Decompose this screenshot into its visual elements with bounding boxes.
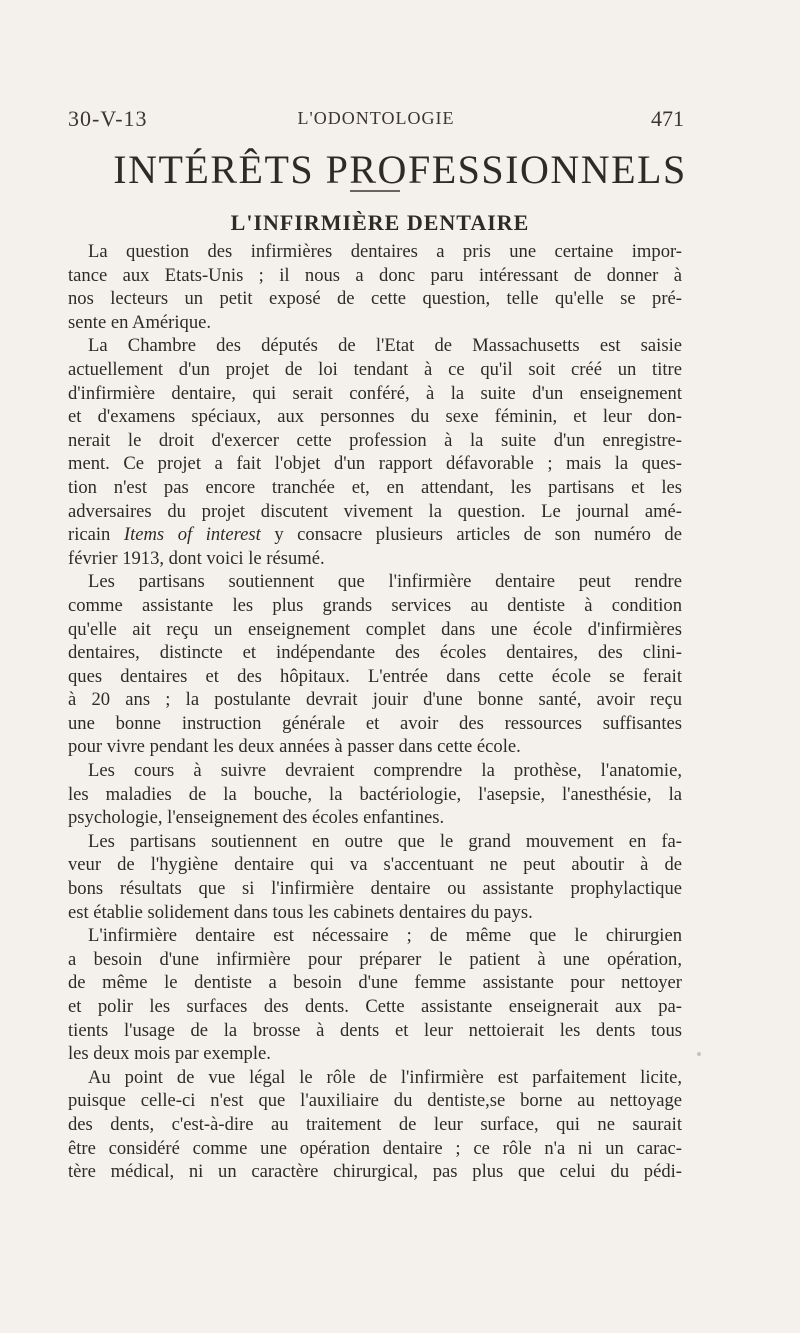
text-line: tion n'est pas encore tranchée et, en attendant, les partisans et les <box>68 476 682 498</box>
text-line: février 1913, dont voici le résumé. <box>68 547 325 569</box>
section-title: INTÉRÊTS PROFESSIONNELS <box>113 147 687 192</box>
text-line: tance aux Etats-Unis ; il nous a donc paru intéressant de donner à <box>68 264 682 286</box>
text-line: L'infirmière dentaire est nécessaire ; de même que le chirurgien <box>88 925 682 947</box>
text-line: et polir les surfaces des dents. Cette assistante enseignerait aux pa- <box>68 996 682 1017</box>
text-line: et d'examens spéciaux, aux personnes du sexe féminin, et leur don- <box>68 406 682 428</box>
text-line: Au point de vue légal le rôle de l'infirmière est parfaitement licite, <box>88 1066 682 1088</box>
text-line: une bonne instruction générale et avoir des ressources suffisantes <box>68 712 682 734</box>
text-line: à 20 ans ; la postulante devrait jouir d'une bonne santé, avoir reçu <box>68 689 682 711</box>
text-line: d'infirmière dentaire, qui serait conféré, à la suite d'un enseignement <box>68 382 682 404</box>
journal-title-italic: Items of interest <box>123 524 261 546</box>
text-line: tients l'usage de la brosse à dents et leur nettoierait les dents tous <box>68 1019 682 1041</box>
text-line: tère médical, ni un caractère chirurgical, pas plus que celui du pédi- <box>68 1161 682 1183</box>
text-line: qu'elle ait reçu un enseignement complet dans une école d'infirmières <box>68 618 682 640</box>
text-line: les maladies de la bouche, la bactériologie, l'asepsie, l'anesthésie, la <box>68 783 682 805</box>
text-line: est établie solidement dans tous les cabinets dentaires du pays. <box>68 901 533 923</box>
text-line: nos lecteurs un petit exposé de cette question, telle qu'elle se pré- <box>68 288 682 310</box>
text-line: veur de l'hygiène dentaire qui va s'accentuant ne peut aboutir à de <box>68 854 682 876</box>
text-line: Les cours à suivre devraient comprendre la prothèse, l'anatomie, <box>88 760 682 782</box>
text-line: nerait le droit d'exercer cette profession à la suite d'un enregistre- <box>68 429 682 451</box>
text-line: Les partisans soutiennent que l'infirmière dentaire peut rendre <box>88 571 682 593</box>
text-line: a besoin d'une infirmière pour préparer le patient à une opération, <box>68 948 682 970</box>
text-line: La Chambre des députés de l'Etat de Massachusetts est saisie <box>88 335 682 357</box>
text-line: dentaires, distincte et indépendante des écoles dentaires, des clini- <box>68 642 682 664</box>
text-line: ricain Items of interest y consacre plusieurs articles de son numéro de <box>68 524 682 546</box>
page-number: 471 <box>651 106 684 131</box>
running-header <box>68 106 684 136</box>
issue-date: 30-V-13 <box>68 106 148 131</box>
text-line: sente en Amérique. <box>68 311 212 333</box>
text-line: puisque celle-ci n'est que l'auxiliaire du dentiste,se borne au nettoyage <box>68 1090 682 1112</box>
text-line: psychologie, l'enseignement des écoles enfantines. <box>68 807 445 829</box>
text-line: bons résultats que si l'infirmière dentaire ou assistante prophylactique <box>68 878 682 900</box>
text-line: ment. Ce projet a fait l'objet d'un rapport défavorable ; mais la ques- <box>68 453 682 475</box>
article-body <box>68 240 682 1184</box>
text-line: pour vivre pendant les deux années à passer dans cette école. <box>68 736 521 758</box>
journal-name: L'ODONTOLOGIE <box>297 108 455 128</box>
text-line: La question des infirmières dentaires a pris une certaine impor- <box>88 241 682 262</box>
text-line: adversaires du projet discutent vivement la question. Le journal amé- <box>68 500 682 522</box>
text-line: actuellement d'un projet de loi tendant à ce qu'il soit créé un titre <box>68 358 682 380</box>
title-divider <box>350 190 400 192</box>
text-line: être considéré comme une opération dentaire ; ce rôle n'a ni un carac- <box>68 1137 682 1159</box>
text-line: comme assistante les plus grands services au dentiste à condition <box>68 594 682 616</box>
paper-spot <box>697 1052 701 1056</box>
article-title: L'INFIRMIÈRE DENTAIRE <box>230 210 530 235</box>
text-line: les deux mois par exemple. <box>68 1043 271 1065</box>
text-line: Les partisans soutiennent en outre que le grand mouvement en fa- <box>88 830 682 852</box>
text-line: des dents, c'est-à-dire au traitement de leur surface, qui ne saurait <box>68 1113 682 1135</box>
text-line: ques dentaires et des hôpitaux. L'entrée dans cette école se ferait <box>68 665 682 687</box>
text-line: de même le dentiste a besoin d'une femme assistante pour nettoyer <box>68 972 682 994</box>
